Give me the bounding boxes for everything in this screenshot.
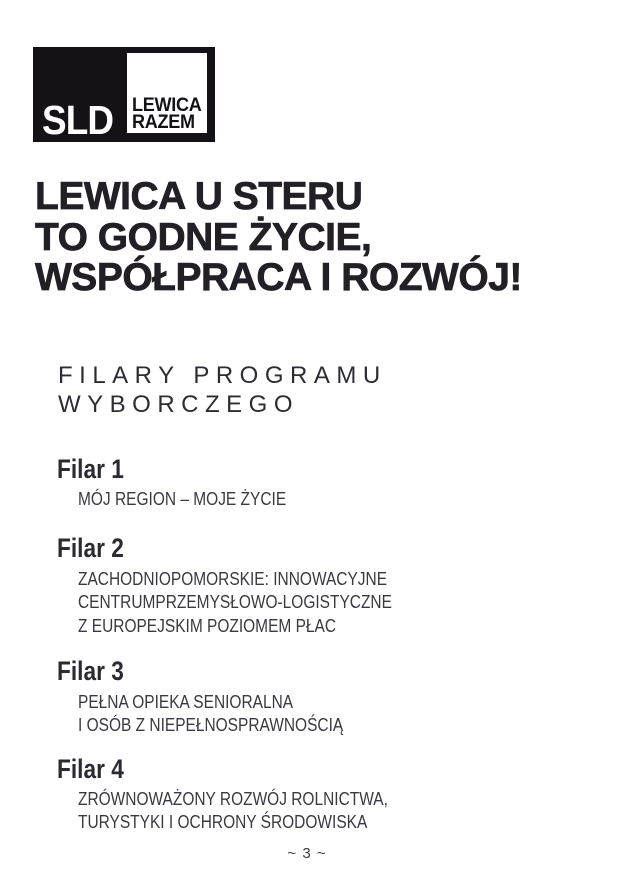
section-title-line-1: FILARY PROGRAMU bbox=[58, 362, 387, 389]
pillar-2-description bbox=[78, 568, 392, 638]
page-number: ~ 3 ~ bbox=[287, 845, 327, 862]
headline-line-3: WSPÓŁPRACA I ROZWÓJ! bbox=[35, 256, 522, 299]
section-title bbox=[58, 362, 387, 419]
pillar-4-description bbox=[78, 788, 388, 834]
pillar-3-line-2: I OSÓB Z NIEPEŁNOSPRAWNOŚCIĄ bbox=[78, 715, 344, 735]
headline-line-2: TO GODNE ŻYCIE, bbox=[35, 215, 372, 259]
pillar-4-line-2: TURYSTYKI I OCHRONY ŚRODOWISKA bbox=[78, 812, 368, 832]
pillar-1-description bbox=[78, 488, 286, 511]
pillar-1-heading: Filar 1 bbox=[57, 454, 124, 484]
pillar-3-heading: Filar 3 bbox=[57, 656, 124, 686]
pillar-2-line-3: Z EUROPEJSKIM POZIOMEM PŁAC bbox=[78, 615, 337, 636]
pillar-1-line-1: MÓJ REGION – MOJE ŻYCIE bbox=[78, 489, 287, 509]
sld-lewica-razem-logo bbox=[33, 47, 215, 142]
page-title bbox=[35, 177, 522, 299]
headline-line-1: LEWICA U STERU bbox=[35, 175, 363, 218]
logo-word-razem: RAZEM bbox=[132, 111, 195, 133]
pillar-2-line-1: ZACHODNIOPOMORSKIE: INNOWACYJNE bbox=[78, 569, 388, 589]
pillar-4-heading: Filar 4 bbox=[57, 754, 124, 784]
logo-white-box bbox=[127, 53, 207, 133]
pillar-4-line-1: ZRÓWNOWAŻONY ROZWÓJ ROLNICTWA, bbox=[78, 789, 388, 809]
pillar-2-heading: Filar 2 bbox=[57, 533, 124, 563]
pillar-2-line-2: CENTRUMPRZEMYSŁOWO-LOGISTYCZNE bbox=[78, 592, 392, 613]
pillar-3-line-1: PEŁNA OPIEKA SENIORALNA bbox=[78, 692, 294, 712]
section-title-line-2: WYBORCZEGO bbox=[58, 390, 300, 418]
logo-sld-acronym: SLD bbox=[42, 97, 114, 143]
pillar-3-description bbox=[78, 691, 343, 737]
logo-word-lewica: LEWICA bbox=[132, 95, 202, 116]
